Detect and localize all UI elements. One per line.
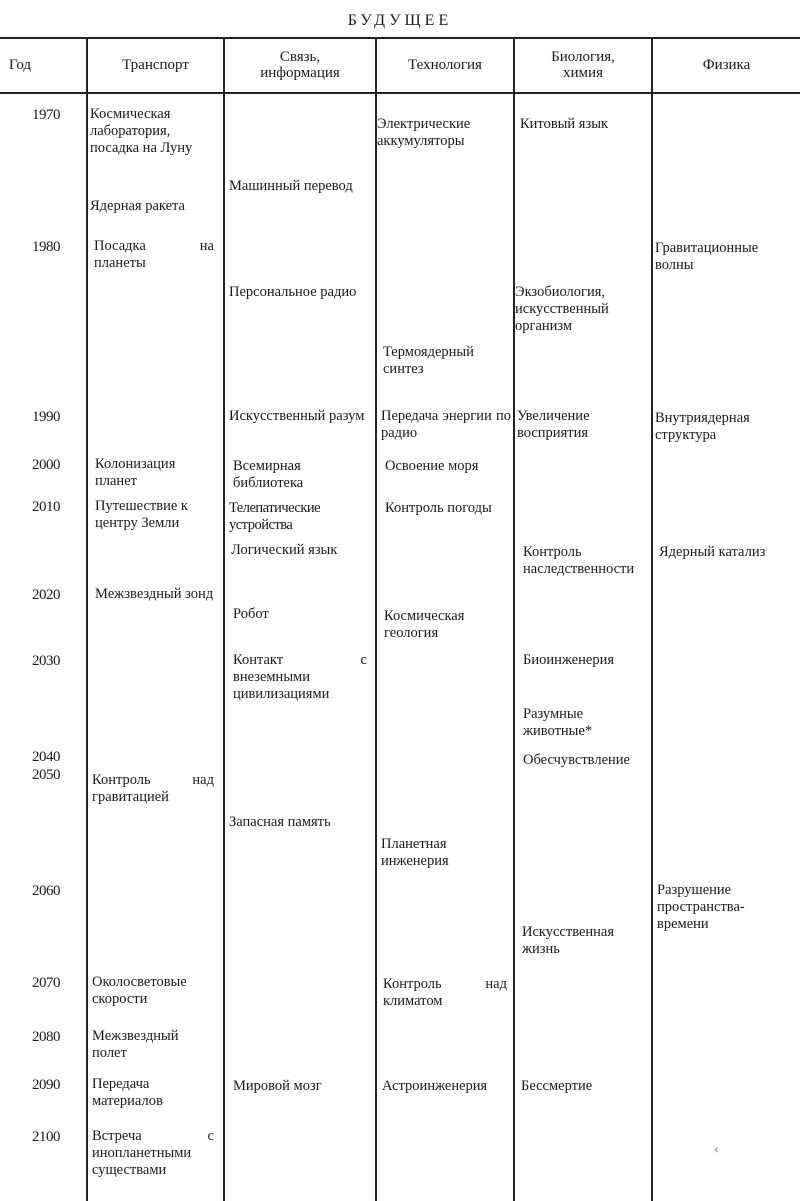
biology-entry: Китовый язык bbox=[520, 116, 608, 132]
transport-entry: Колонизация планет bbox=[95, 456, 176, 489]
communication-entry: Контакт с внеземными цивилизациями bbox=[233, 652, 367, 702]
column-divider bbox=[375, 37, 377, 1201]
communication-entry: Мировой мозг bbox=[233, 1078, 322, 1094]
header-year: Год bbox=[8, 57, 32, 73]
header-technology: Технология bbox=[408, 57, 482, 73]
year-label: 1990 bbox=[32, 409, 60, 425]
biology-entry: Экзобиология, искусственный организм bbox=[515, 284, 609, 334]
biology-entry: Обесчувствление bbox=[523, 752, 630, 768]
communication-entry: Телепатические устройства bbox=[229, 500, 321, 533]
year-label: 2100 bbox=[32, 1129, 60, 1145]
column-divider bbox=[223, 37, 225, 1201]
year-label: 2050 bbox=[32, 767, 60, 783]
header-communication: Связь, информация bbox=[260, 49, 340, 81]
column-divider bbox=[651, 37, 653, 1201]
column-divider bbox=[86, 37, 88, 1201]
year-label: 2040 bbox=[32, 749, 60, 765]
transport-entry: Передача материалов bbox=[92, 1076, 163, 1109]
physics-entry: Внутриядерная структура bbox=[655, 410, 750, 443]
year-label: 2060 bbox=[32, 883, 60, 899]
stray-mark: ‹ bbox=[714, 1142, 719, 1157]
biology-entry: Разумные животные* bbox=[523, 706, 593, 739]
technology-entry: Контроль над климатом bbox=[383, 976, 507, 1009]
transport-entry: Межзвездный полет bbox=[92, 1028, 179, 1061]
year-label: 2020 bbox=[32, 587, 60, 603]
biology-entry: Увеличение восприятия bbox=[517, 408, 590, 441]
biology-entry: Контроль наследственности bbox=[523, 544, 635, 577]
communication-entry: Машинный перевод bbox=[229, 178, 353, 194]
year-label: 2030 bbox=[32, 653, 60, 669]
transport-entry: Контроль над гравитацией bbox=[92, 772, 214, 805]
column-divider bbox=[513, 37, 515, 1201]
biology-entry: Искусственная жизнь bbox=[522, 924, 615, 957]
year-label: 1980 bbox=[32, 239, 60, 255]
transport-entry: Околосветовые скорости bbox=[92, 974, 187, 1007]
biology-entry: Биоинженерия bbox=[523, 652, 614, 668]
technology-entry: Космическая геология bbox=[384, 608, 465, 641]
header-biology: Биология, химия bbox=[551, 49, 615, 81]
physics-entry: Гравитационные волны bbox=[655, 240, 759, 273]
technology-entry: Планетная инженерия bbox=[381, 836, 449, 869]
transport-entry: Космическая лаборатория, посадка на Луну bbox=[90, 106, 193, 156]
page-title: БУДУЩЕЕ bbox=[347, 12, 453, 29]
transport-entry: Межзвездный зонд bbox=[95, 586, 214, 602]
transport-entry: Встреча с инопланетными существами bbox=[92, 1128, 214, 1178]
biology-entry: Бессмертие bbox=[521, 1078, 593, 1094]
transport-entry: Путешествие к центру Земли bbox=[95, 498, 188, 531]
technology-entry: Электрические аккумуляторы bbox=[377, 116, 471, 149]
communication-entry: Запасная память bbox=[229, 814, 331, 830]
header-transport: Транспорт bbox=[122, 57, 189, 73]
physics-entry: Ядерный катализ bbox=[659, 544, 766, 560]
year-label: 2090 bbox=[32, 1077, 60, 1093]
technology-entry: Контроль погоды bbox=[385, 500, 492, 516]
technology-entry: Освоение моря bbox=[385, 458, 479, 474]
communication-entry: Логический язык bbox=[231, 542, 338, 558]
header-physics: Физика bbox=[702, 57, 751, 73]
physics-entry: Разрушение пространства-времени bbox=[657, 882, 745, 932]
year-label: 1970 bbox=[32, 107, 60, 123]
communication-entry: Всемирная библиотека bbox=[233, 458, 304, 491]
year-label: 2070 bbox=[32, 975, 60, 991]
transport-entry: Ядерная ракета bbox=[90, 198, 185, 214]
communication-entry: Робот bbox=[233, 606, 269, 622]
communication-entry: Персональное радио bbox=[229, 284, 357, 300]
technology-entry: Термоядерный синтез bbox=[383, 344, 474, 377]
year-label: 2010 bbox=[32, 499, 60, 515]
transport-entry: Посадка на планеты bbox=[94, 238, 214, 271]
communication-entry: Искусственный разум bbox=[229, 408, 365, 424]
technology-entry: Астроинженерия bbox=[382, 1078, 488, 1094]
technology-entry: Передача энергии по радио bbox=[381, 408, 511, 441]
year-label: 2080 bbox=[32, 1029, 60, 1045]
year-label: 2000 bbox=[32, 457, 60, 473]
